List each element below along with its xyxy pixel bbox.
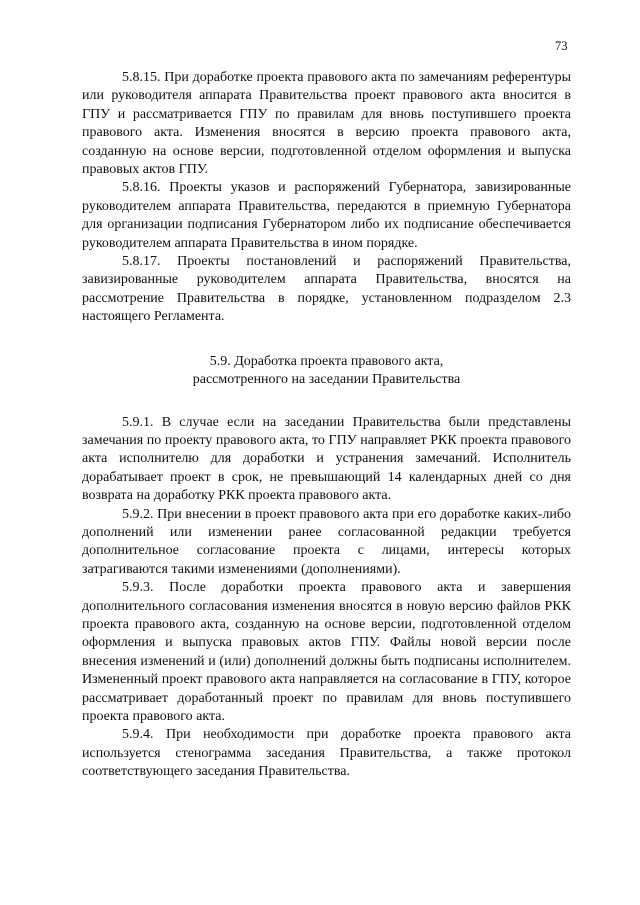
paragraph-5-8-15: 5.8.15. При доработке проекта правового акта по замечаниям референтуры или руководителя аппарата Правительства проект правового акта вносится в ГПУ и рассматривается ГПУ по правилам для вновь поступившего проекта правового акта. Изменения вносятся в версию проекта правового акта, созданную на основе версии, подготовленной отделом оформления и выпуска правовых актов ГПУ.	[82, 70, 571, 178]
document-body	[82, 69, 571, 782]
paragraph-5-9-1: 5.9.1. В случае если на заседании Правительства были представлены замечания по проекту правового акта, то ГПУ направляет РКК проекта правового акта исполнителю для доработки и устранения замечаний. Исполнитель дорабатывает проект в срок, не превышающий 14 календарных дней со дня возврата на доработку РКК проекта правового акта.	[82, 414, 571, 504]
paragraph-5-8-17: 5.8.17. Проекты постановлений и распоряжений Правительства, завизированные руководителем аппарата Правительства, вносятся на рассмотрение Правительства в порядке, установленном подразделом 2.3 настоящего Регламента.	[82, 254, 571, 325]
section-heading-line-1: 5.9. Доработка проекта правового акта,	[209, 353, 444, 369]
section-heading-line-2: рассмотренного на заседании Правительства	[192, 372, 461, 388]
section-heading-5-9	[82, 353, 571, 390]
paragraph-5-8-16: 5.8.16. Проекты указов и распоряжений Губернатора, завизированные руководителем аппарата Правительства, передаются в приемную Губернатора для организации подписания Губернатором либо их подписание обеспечивается руководителем аппарата Правительства в ином порядке.	[82, 180, 571, 251]
paragraph-5-9-4: 5.9.4. При необходимости при доработке проекта правового акта используется стенограмма заседания Правительства, а также протокол соответствующего заседания Правительства.	[82, 727, 571, 780]
paragraph-5-9-3: 5.9.3. После доработки проекта правового акта и завершения дополнительного согласования изменения вносятся в новую версию файлов РКК проекта правового акта, созданную на основе версии, подготовленной отделом оформления и выпуска правовых актов ГПУ. Файлы новой версии после внесения изменений и (или) дополнений должны быть подписаны исполнителем. Измененный проект правового акта направляется на согласование в ГПУ, которое рассматривает доработанный проект по правилам для вновь поступившего проекта правового акта.	[82, 580, 571, 724]
page-number: 73	[555, 39, 568, 53]
paragraph-5-9-2: 5.9.2. При внесении в проект правового акта при его доработке каких-либо дополнений или изменении ранее согласованной редакции требуется дополнительное согласование проекта с лицами, интересы которых затрагиваются такими изменениями (дополнениями).	[82, 506, 571, 577]
